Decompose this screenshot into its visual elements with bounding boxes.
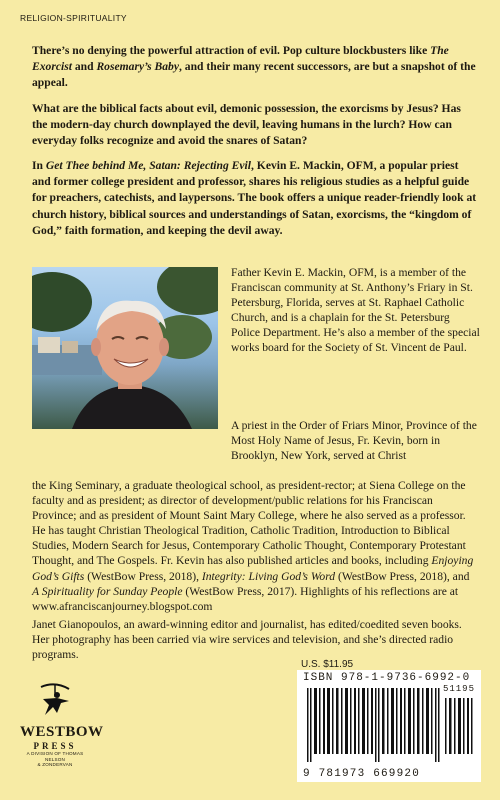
publisher-name: WESTBOW bbox=[20, 724, 104, 740]
barcode-bars bbox=[305, 688, 475, 762]
price-code: 51195 bbox=[442, 684, 475, 694]
blurb-text: In bbox=[32, 159, 46, 172]
blurb-paragraph-2: What are the biblical facts about evil, demonic possession, the exorcisms by Jesus? Has the modern-day church downplayed the devil, leaving humans in the lurch? How can everyday folks recognize and avoid the snares of Satan? bbox=[32, 102, 461, 148]
author-bio-paragraph-2-start: A priest in the Order of Friars Minor, Province of the Most Holy Name of Jesus, Fr. Kevin, born in Brooklyn, New York, served at Christ bbox=[231, 419, 477, 463]
book-title-integrity: Integrity: Living God’s Word bbox=[201, 569, 336, 583]
category-label: RELIGION-SPIRITUALITY bbox=[20, 13, 127, 23]
bio-text: (WestBow Press, 2017). Highlights of his reflections are at www.afranciscanjourney.blogspot.com bbox=[32, 584, 459, 613]
editor-bio-paragraph: Janet Gianopoulos, an award-winning editor and journalist, has edited/coedited seven books. Her photography has been carried via wire services and television, and she’s directed radio programs. bbox=[32, 618, 462, 662]
blurb-text: There’s no denying the powerful attraction of evil. Pop culture blockbusters like bbox=[32, 44, 431, 57]
blurb-text: , Kevin E. Mackin, OFM, a popular priest and former college president and professor, shares his religious studies as a helpful guide for preachers, catechists, and laypersons. The book offers a unique reader-friendly look at church history, biblical sources and understandings of Satan, exorcisms, the “kingdom of God,” faith formation, and keeping the devil away. bbox=[32, 159, 477, 237]
ean-digits: 9 781973 669920 bbox=[303, 768, 421, 780]
publisher-logo bbox=[20, 683, 104, 768]
blurb-paragraph-1 bbox=[32, 43, 478, 92]
publisher-division-line-1: A DIVISION OF THOMAS NELSON bbox=[26, 751, 84, 762]
book-title-enjoying-gods-gifts: Enjoying God’s Gifts bbox=[32, 554, 474, 583]
film-title-exorcist: The Exorcist bbox=[32, 44, 449, 74]
bio-text: (WestBow Press, 2018), and bbox=[335, 569, 470, 583]
publisher-press: PRESS bbox=[33, 741, 77, 751]
blurb-paragraph-3 bbox=[32, 158, 478, 239]
blurb-text: , and their many recent successors, are but a snapshot of the appeal. bbox=[32, 60, 476, 90]
isbn-text: ISBN 978-1-9736-6992-0 bbox=[303, 672, 471, 684]
bio-text: (WestBow Press, 2018), bbox=[84, 569, 202, 583]
price-label: U.S. $11.95 bbox=[301, 659, 354, 670]
author-photo bbox=[32, 267, 218, 429]
archer-logo-icon bbox=[35, 683, 75, 717]
book-title: Get Thee behind Me, Satan: Rejecting Evil bbox=[45, 159, 251, 172]
barcode bbox=[297, 670, 481, 782]
book-title-spirituality: A Spirituality for Sunday People bbox=[32, 584, 183, 598]
author-bio-paragraph-2-continued bbox=[32, 478, 478, 614]
author-bio-paragraph-1: Father Kevin E. Mackin, OFM, is a member of the Franciscan community at St. Anthony’s Friary in St. Petersburg, Florida, serves at St. Raphael Catholic Church, and is a chaplain for the St. Petersburg Police Department. He’s also a member of the special works board for the Society of St. Vincent de Paul. bbox=[231, 266, 480, 355]
blurb-text: and bbox=[71, 60, 97, 74]
bio-text: the King Seminary, a graduate theological school, as president-rector; at Siena College on the faculty and as president; as director of development/public relations for his Franciscan Province; and as president of Mount Saint Mary College, where he also served as a professor. He has taught Christian Theological Tradition, Catholic Tradition, Introduction to Biblical Studies, Modern Search for Jesus, Contemporary Catholic Thought, Contemporary Protestant Thought, and The Gospels. Fr. Kevin has also published articles and books, including bbox=[32, 479, 466, 568]
film-title-rosemarys-baby: Rosemary’s Baby bbox=[96, 60, 179, 74]
publisher-division-line-2: & ZONDERVAN bbox=[37, 762, 73, 767]
